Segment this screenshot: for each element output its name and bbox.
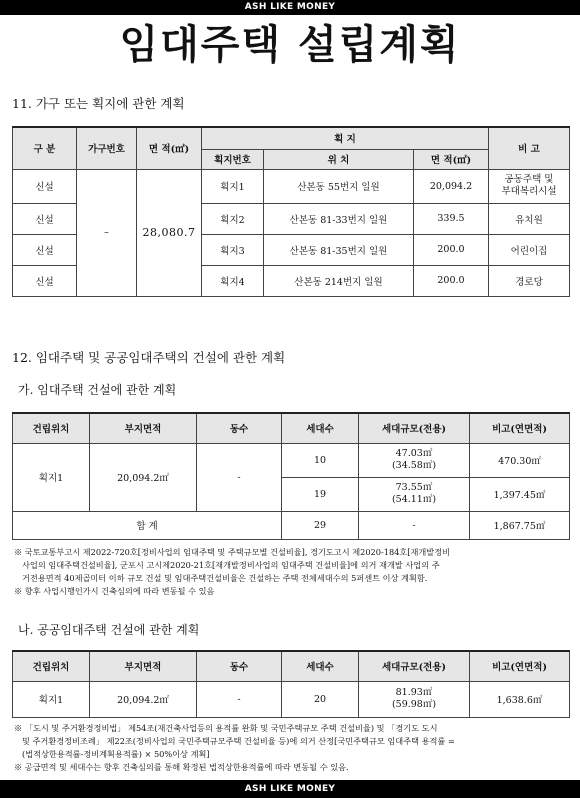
cell-location: 산본동 81-33번지 일원 [264, 203, 414, 234]
cell-gubun: 신설 [13, 234, 77, 265]
col-parcel: 획 지 [202, 127, 489, 149]
note-line: 및 주거환경정비조례」 제22조(정비사업의 국민주택규모주택 건설비율 등)에 의거 산정[국민주택규모 임대주택 용적률 = [22, 736, 455, 746]
cell-gubun: 신설 [13, 203, 77, 234]
cell-parcel-no: 획지4 [202, 265, 264, 296]
scale-sub-value: (34.58㎡) [391, 460, 437, 471]
scale-value: 73.55㎡ [395, 482, 433, 493]
cell-parcel-area: 200.0 [414, 234, 489, 265]
cell-site-area: 20,094.2㎡ [90, 681, 197, 717]
cell-scale [359, 443, 470, 477]
scale-value: 47.03㎡ [395, 448, 433, 459]
cell-scale [359, 477, 470, 511]
page-title: 임대주택 설립계획 [119, 22, 461, 68]
parcel-table [12, 126, 570, 297]
cell-remark: 470.30㎡ [470, 443, 570, 477]
remark-line: 부대복리시설 [501, 186, 557, 197]
col-site-area: 부지면적 [90, 413, 197, 443]
col-households: 세대수 [282, 651, 359, 681]
note-line: ※ 향후 사업시행인가시 건축심의에 따라 변동될 수 있음 [14, 586, 215, 596]
col-scale: 세대규모(전용) [359, 651, 470, 681]
cell-parcel-area: 20,094.2 [414, 169, 489, 203]
cell-buildings: - [197, 681, 282, 717]
cell-households: 20 [282, 681, 359, 717]
rental-housing-table [12, 412, 570, 540]
remark-line: 공동주택 및 [504, 174, 554, 185]
cell-location: 산본동 81-35번지 일원 [264, 234, 414, 265]
total-households: 29 [282, 511, 359, 539]
notes-b [14, 722, 570, 774]
cell-parcel-no: 획지2 [202, 203, 264, 234]
table-row [13, 681, 570, 717]
section-12-heading: 12. 임대주택 및 공공임대주택의 건설에 관한 계획 [12, 350, 286, 365]
cell-location: 산본동 55번지 일원 [264, 169, 414, 203]
cell-gubun: 신설 [13, 265, 77, 296]
note-line: ※ 국토교통부고시 제2022-720호[정비사업의 임대주택 및 주택규모별 건설비율], 경기도고시 제2020-184호[재개발정비 [14, 547, 451, 557]
col-site-area: 부지면적 [90, 651, 197, 681]
cell-scale [359, 681, 470, 717]
cell-location: 획지1 [13, 681, 90, 717]
public-rental-table [12, 650, 570, 718]
col-location: 위 치 [264, 149, 414, 169]
col-remark: 비고(연면적) [470, 651, 570, 681]
cell-area: 28,080.7 [137, 169, 202, 296]
cell-remark: 유치원 [489, 203, 570, 234]
note-line: 거전용면적 40제곱미터 이하 규모 건설 및 임대주택건설비율은 건설하는 주택 전체세대수의 5퍼센트 이상 계획함. [22, 573, 428, 583]
cell-parcel-no: 획지1 [202, 169, 264, 203]
cell-remark: 경로당 [489, 265, 570, 296]
cell-buildings: - [197, 443, 282, 511]
col-buildings: 동수 [197, 651, 282, 681]
col-households: 세대수 [282, 413, 359, 443]
note-line: (법적상한용적률-정비계획용적률) × 50%이상 계획] [22, 749, 210, 759]
col-area: 면 적(㎡) [137, 127, 202, 169]
scale-sub-value: (59.98㎡) [391, 699, 437, 710]
note-line: ※ 공급면적 및 세대수는 향후 건축심의를 통해 확정된 법적상한용적률에 따라 변동될 수 있음. [14, 762, 349, 772]
col-remark: 비 고 [489, 127, 570, 169]
col-household-no: 가구번호 [77, 127, 137, 169]
notes-a [14, 546, 570, 598]
total-row [13, 511, 570, 539]
col-parcel-area: 면 적(㎡) [414, 149, 489, 169]
total-label: 합 계 [13, 511, 282, 539]
col-location: 건립위치 [13, 413, 90, 443]
cell-households: 19 [282, 477, 359, 511]
cell-households: 10 [282, 443, 359, 477]
cell-remark [489, 169, 570, 203]
cell-parcel-area: 200.0 [414, 265, 489, 296]
col-location: 건립위치 [13, 651, 90, 681]
col-scale: 세대규모(전용) [359, 413, 470, 443]
total-remark: 1,867.75㎡ [470, 511, 570, 539]
table-row [13, 169, 570, 203]
section-12b-heading: 나. 공공임대주택 건설에 관한 계획 [18, 623, 200, 637]
cell-household-no: – [77, 169, 137, 296]
cell-remark: 1,638.6㎡ [470, 681, 570, 717]
col-parcel-no: 획지번호 [202, 149, 264, 169]
cell-parcel-area: 339.5 [414, 203, 489, 234]
col-gubun: 구 분 [13, 127, 77, 169]
cell-location: 산본동 214번지 일원 [264, 265, 414, 296]
table-row [13, 443, 570, 477]
section-12a-heading: 가. 임대주택 건설에 관한 계획 [18, 383, 177, 397]
section-11-heading: 11. 가구 또는 획지에 관한 계획 [12, 96, 185, 111]
cell-remark: 어린이집 [489, 234, 570, 265]
cell-site-area: 20,094.2㎡ [90, 443, 197, 511]
scale-value: 81.93㎡ [395, 687, 433, 698]
scale-sub-value: (54.11㎡) [391, 494, 437, 505]
note-line: ※ 「도시 및 주거환경정비법」 제54조(재건축사업등의 용적률 완화 및 국민주택규모 주택 건설비율) 및 「경기도 도시 [14, 723, 438, 733]
cell-gubun: 신설 [13, 169, 77, 203]
cell-parcel-no: 획지3 [202, 234, 264, 265]
col-remark: 비고(연면적) [470, 413, 570, 443]
bottom-banner: ASH LIKE MONEY [0, 780, 580, 798]
total-scale: - [359, 511, 470, 539]
top-banner: ASH LIKE MONEY [0, 0, 580, 15]
note-line: 사업의 임대주택건설비율], 군포시 고시제2020-21호[재개발정비사업의 임대주택 건설비율]에 의거 재개발 사업의 주 [22, 560, 440, 570]
cell-location: 획지1 [13, 443, 90, 511]
cell-remark: 1,397.45㎡ [470, 477, 570, 511]
col-buildings: 동수 [197, 413, 282, 443]
